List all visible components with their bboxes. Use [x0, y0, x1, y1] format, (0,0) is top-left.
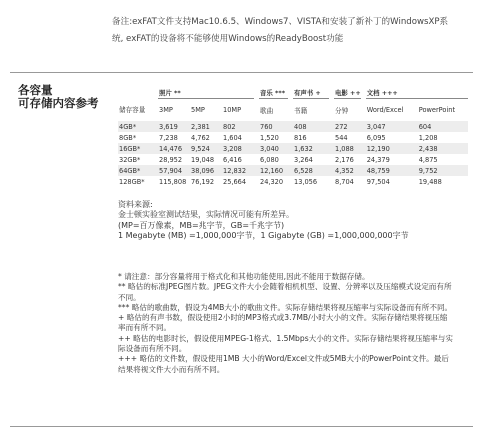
value-cell: 2,438 [418, 143, 468, 154]
value-cell: 6,528 [293, 165, 329, 176]
source-line: (MP=百万像素，MB=兆字节，GB=千兆字节) [118, 220, 285, 230]
value-cell: 1,604 [223, 133, 242, 142]
value-cell: 760 [259, 121, 288, 132]
source-block [118, 200, 453, 241]
value-cell: 4,762 [191, 133, 210, 142]
footnote: ** 略估的标准JPEG图片数。JPEG文件大小会随着相机机型、设置、分辨率以及压缩模式设定而有所不同。 [118, 282, 452, 302]
value-cell: 38,096 [190, 165, 222, 176]
capacity-table [118, 86, 468, 187]
footnote: + 略估的有声书数，假设使用2小时的MP3格式或3.7MB/小时大小的文件。实际存储结果将视压缩率而有所不同。 [118, 313, 448, 333]
capacity-cell: 32GB* [119, 155, 141, 164]
value-cell: 28,952 [159, 155, 183, 164]
value-cell: 12,160 [259, 165, 288, 176]
table-group-header-row [118, 86, 468, 99]
value-cell: 97,504 [366, 177, 390, 186]
value-cell: 25,664 [223, 177, 247, 186]
subheader-word-excel: Word/Excel [366, 106, 404, 114]
value-cell: 1,632 [293, 143, 329, 154]
table-row [118, 176, 468, 187]
capacity-cell: 128GB* [119, 177, 145, 186]
group-movies: 电影 ++ [334, 86, 361, 99]
value-cell: 76,192 [191, 177, 215, 186]
subheader-books: 书籍 [294, 107, 308, 115]
section-title-line-2: 可存储内容参考 [18, 96, 99, 110]
value-cell: 2,176 [335, 155, 354, 164]
value-cell: 4,875 [418, 155, 438, 164]
table-body [118, 121, 468, 187]
value-cell: 6,080 [260, 155, 279, 164]
subheader-3mp: 3MP [159, 106, 173, 114]
value-cell: 6,416 [223, 155, 242, 164]
footnote: * 请注意：部分容量将用于格式化和其他功能使用,因此不能用于数据存储。 [118, 272, 370, 281]
value-cell: 3,264 [294, 155, 313, 164]
capacity-cell: 4GB* [118, 121, 158, 132]
value-cell: 7,238 [159, 133, 178, 142]
value-cell: 816 [294, 133, 307, 142]
value-cell: 3,040 [259, 143, 288, 154]
value-cell: 6,095 [366, 133, 386, 142]
group-audiobooks: 有声书 + [293, 86, 329, 99]
footnote: +++ 略估的文件数，假设使用1MB 大小的Word/Excel文件或5MB大小的PowerPoint文件。最后结果将视文件大小而有所不同。 [118, 354, 449, 374]
group-music: 音乐 *** [259, 86, 288, 99]
value-cell: 24,320 [260, 177, 284, 186]
group-photos: 照片 ** [158, 86, 254, 99]
value-cell: 57,904 [158, 165, 190, 176]
capacity-cell: 8GB* [119, 133, 137, 142]
value-cell: 24,379 [366, 155, 390, 164]
table-subheader-row [118, 99, 468, 122]
value-cell: 802 [222, 121, 254, 132]
value-cell: 14,476 [158, 143, 190, 154]
value-cell: 19,048 [191, 155, 215, 164]
value-cell: 12,190 [366, 143, 418, 154]
value-cell: 272 [334, 121, 361, 132]
value-cell: 1,088 [334, 143, 361, 154]
table-row [118, 121, 468, 132]
subheader-powerpoint: PowerPoint [418, 106, 456, 114]
source-line: 金士顿实验室测试结果，实际情况可能有所差异。 [118, 210, 294, 220]
section-title-line-1: 各容量 [18, 83, 53, 97]
source-line: 1 Megabyte (MB) =1,000,000字节，1 Gigabyte (GB) =1,000,000,000字节 [118, 230, 409, 240]
value-cell: 3,047 [366, 121, 418, 132]
value-cell: 48,759 [366, 165, 418, 176]
footnote: ++ 略估的电影时长，假设使用MPEG-1格式、1.5Mbps大小的文件。实际存储结果将视压缩率与实际设备而有所不同。 [118, 333, 453, 354]
value-cell: 9,752 [418, 165, 468, 176]
capacity-cell: 64GB* [118, 165, 158, 176]
table-row [118, 143, 468, 154]
subheader-5mp: 5MP [191, 106, 205, 114]
group-documents: 文档 +++ [366, 86, 468, 99]
value-cell: 544 [335, 133, 348, 142]
compatibility-note: 备注:exFAT文件支持Mac10.6.5、Windows7、VISTA和安装了新补丁的WindowsXP系统, exFAT的设备将不能够使用Windows的ReadyBoost功能 [112, 17, 449, 44]
table-row [118, 132, 468, 143]
top-divider [10, 72, 473, 73]
footnotes-block [118, 272, 453, 375]
value-cell: 3,208 [222, 143, 254, 154]
subheader-songs: 歌曲 [260, 107, 274, 115]
subheader-10mp: 10MP [223, 106, 242, 114]
section-title [18, 84, 99, 110]
value-cell: 4,352 [334, 165, 361, 176]
value-cell: 3,619 [158, 121, 190, 132]
value-cell: 2,381 [190, 121, 222, 132]
table-row [118, 165, 468, 176]
value-cell: 8,704 [335, 177, 354, 186]
value-cell: 604 [418, 121, 468, 132]
value-cell: 408 [293, 121, 329, 132]
value-cell: 12,832 [222, 165, 254, 176]
bottom-divider [10, 426, 473, 427]
subheader-minutes: 分钟 [335, 107, 349, 115]
source-title: 资料来源: [118, 200, 153, 209]
capacity-cell: 16GB* [118, 143, 158, 154]
value-cell: 115,808 [159, 177, 187, 186]
value-cell: 9,524 [190, 143, 222, 154]
value-cell: 1,208 [418, 133, 438, 142]
value-cell: 1,520 [260, 133, 279, 142]
footnote: *** 略估的歌曲数，假设为4MB大小的歌曲文件。实际存储结果将视压缩率与实际设备而有所不同。 [118, 302, 453, 312]
value-cell: 19,488 [418, 177, 442, 186]
storage-capacity-header: 储存容量 [119, 105, 146, 114]
table-row [118, 154, 468, 165]
value-cell: 13,056 [294, 177, 318, 186]
